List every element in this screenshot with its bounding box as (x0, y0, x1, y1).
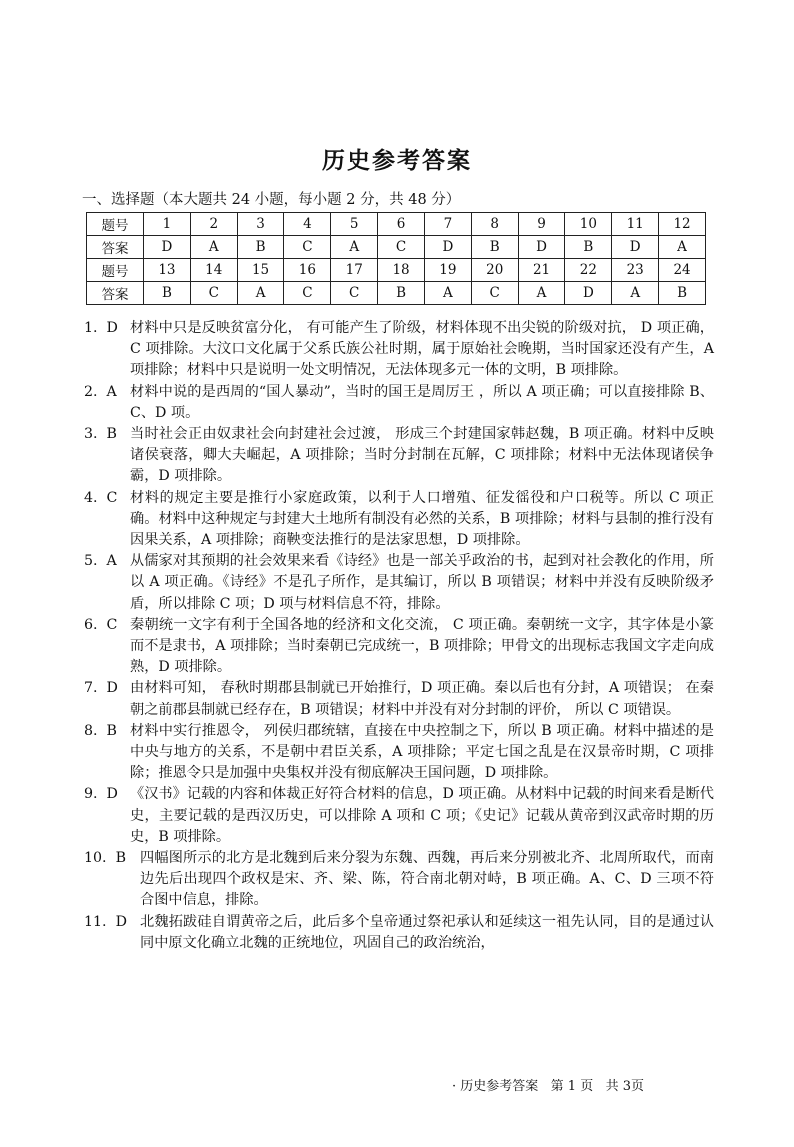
table-cell: 1 (144, 213, 191, 236)
table-cell: A (190, 236, 237, 259)
table-cell: 13 (144, 259, 191, 282)
item-number: 10. B (84, 850, 127, 867)
item-number: 4. C (84, 489, 118, 506)
table-cell: A (612, 282, 659, 305)
table-cell: 8 (471, 213, 518, 236)
item-number: 6. C (84, 616, 118, 633)
item-text: 当时社会正由奴隶社会向封建社会过渡， 形成三个封建国家韩赵魏，B 项正确。材料中反映诸侯衰落，卿大夫崛起，A 项排除；当时分封制在瓦解，C 项排除；材料中无法体现诸侯争霸，D 项排除。 (130, 426, 714, 485)
table-cell: C (378, 236, 425, 259)
table-cell: 3 (237, 213, 284, 236)
row-header-cell: 题号 (87, 259, 144, 282)
item-text: 北魏拓跋硅自谓黄帝之后，此后多个皇帝通过祭祀承认和延续这一祖先认同，目的是通过认同中原文化确立北魏的正统地位，巩固自己的政治统治， (140, 913, 714, 951)
table-cell: 5 (331, 213, 378, 236)
item-number: 9. D (84, 786, 118, 803)
table-cell: A (659, 236, 706, 259)
table-cell: B (471, 236, 518, 259)
row-header-cell: 答案 (87, 282, 144, 305)
list-item (84, 318, 714, 382)
table-cell: 22 (565, 259, 612, 282)
table-cell: 7 (424, 213, 471, 236)
table-cell: A (424, 282, 471, 305)
item-text: 材料中只是反映贫富分化， 有可能产生了阶级，材料体现不出尖锐的阶级对抗， D 项正确，C 项排除。大汶口文化属于父系氏族公社时期，属于原始社会晚期，当时国家还没有产生，A 项排除；材料中只是说明一处文明情况，无法体现多元一体的文明，B 项排除。 (130, 320, 714, 379)
table-cell: D (144, 236, 191, 259)
table-cell: A (237, 282, 284, 305)
list-item (84, 551, 714, 615)
table-cell: C (190, 282, 237, 305)
table-cell: 19 (424, 259, 471, 282)
table-cell: 23 (612, 259, 659, 282)
item-number: 1. D (84, 320, 118, 336)
table-cell: D (612, 236, 659, 259)
list-item (84, 848, 714, 912)
list-item (84, 424, 714, 488)
row-header-cell: 答案 (87, 236, 144, 259)
table-row (87, 282, 706, 305)
item-text: 材料中说的是西周的“国人暴动”，当时的国王是周厉王 ，所以 A 项正确；可以直接排除 B、C、D 项。 (130, 383, 714, 421)
section-heading: 一、选择题（本大题共 24 小题，每小题 2 分，共 48 分） (82, 192, 461, 208)
table-cell: 21 (518, 259, 565, 282)
list-item (84, 382, 714, 424)
table-cell: 2 (190, 213, 237, 236)
item-number: 8. B (84, 722, 117, 739)
list-item (84, 615, 714, 679)
table-cell: 18 (378, 259, 425, 282)
item-text: 《汉书》记载的内容和体裁正好符合材料的信息，D 项正确。从材料中记载的时间来看是断代史，主要记载的是西汉历史，可以排除 A 项和 C 项；《史记》记载从黄帝到汉武帝时期的历史，B 项排除。 (130, 786, 714, 845)
item-text: 材料的规定主要是推行小家庭政策，以利于人口增殖、征发徭役和户口税等。所以 C 项正确。材料中这种规定与封建大土地所有制没有必然的关系，B 项排除；材料与县制的推行没有因果关系，A 项排除；商鞅变法推行的是法家思想，D 项排除。 (130, 489, 714, 549)
table-cell: C (331, 282, 378, 305)
item-text: 秦朝统一文字有利于全国各地的经济和文化交流， C 项正确。秦朝统一文字，其字体是小篆而不是隶书，A 项排除；当时秦朝已完成统一，B 项排除；甲骨文的出现标志我国文字走向成熟，D 项排除。 (130, 616, 714, 676)
table-cell: D (424, 236, 471, 259)
list-item (84, 488, 714, 552)
page-title: 历史参考答案 (322, 147, 472, 174)
item-text: 由材料可知， 春秋时期郡县制就已开始推行，D 项正确。秦以后也有分封，A 项错误； 在秦朝之前郡县制就已经存在，B 项错误；材料中并没有对分封制的评价， 所以 C 项错误。 (130, 680, 714, 718)
table-cell: B (144, 282, 191, 305)
table-cell: 12 (659, 213, 706, 236)
page-footer: · 历史参考答案 第 1 页 共 3页 (452, 1079, 644, 1094)
table-cell: A (518, 282, 565, 305)
table-cell: 4 (284, 213, 331, 236)
item-text: 材料中实行推恩令， 列侯归郡统辖，直接在中央控制之下，所以 B 项正确。材料中描述的是中央与地方的关系，不是朝中君臣关系，A 项排除；平定七国之乱是在汉景帝时期，C 项排除；推恩令只是加强中央集权并没有彻底解决王国问题，D 项排除。 (130, 722, 714, 782)
table-cell: B (565, 236, 612, 259)
table-cell: A (331, 236, 378, 259)
explanation-list (84, 318, 714, 954)
item-number: 3. B (84, 426, 117, 443)
item-number: 5. A (84, 553, 117, 570)
list-item (84, 784, 714, 848)
list-item (84, 721, 714, 785)
table-cell: 24 (659, 259, 706, 282)
table-cell: 15 (237, 259, 284, 282)
table-row (87, 259, 706, 282)
table-cell: C (284, 282, 331, 305)
item-number: 2. A (84, 383, 117, 400)
table-cell: 16 (284, 259, 331, 282)
table-cell: B (237, 236, 284, 259)
table-cell: C (284, 236, 331, 259)
item-text: 四幅图所示的北方是北魏到后来分裂为东魏、西魏，再后来分别被北齐、北周所取代，而南边先后出现四个政权是宋、齐、梁、陈，符合南北朝对峙，B 项正确。A、C、D 三项不符合图中信息，排除。 (140, 850, 714, 909)
item-number: 11. D (84, 913, 127, 930)
item-number: 7. D (84, 680, 118, 697)
table-cell: 10 (565, 213, 612, 236)
table-cell: 11 (612, 213, 659, 236)
table-row (87, 236, 706, 259)
table-cell: 6 (378, 213, 425, 236)
table-cell: 14 (190, 259, 237, 282)
item-text: 从儒家对其预期的社会效果来看《诗经》也是一部关乎政治的书，起到对社会教化的作用，所以 A 项正确。《诗经》不是孔子所作，是其编订，所以 B 项错误；材料中并没有反映阶级矛盾，所以排除 C 项；D 项与材料信息不符，排除。 (130, 553, 714, 612)
table-cell: 20 (471, 259, 518, 282)
row-header-cell: 题号 (87, 213, 144, 236)
table-cell: B (659, 282, 706, 305)
table-cell: C (471, 282, 518, 305)
list-item (84, 678, 714, 720)
table-row (87, 213, 706, 236)
table-cell: 9 (518, 213, 565, 236)
table-cell: D (565, 282, 612, 305)
table-cell: D (518, 236, 565, 259)
answer-table (86, 212, 706, 305)
list-item (84, 912, 714, 954)
table-cell: B (378, 282, 425, 305)
table-cell: 17 (331, 259, 378, 282)
